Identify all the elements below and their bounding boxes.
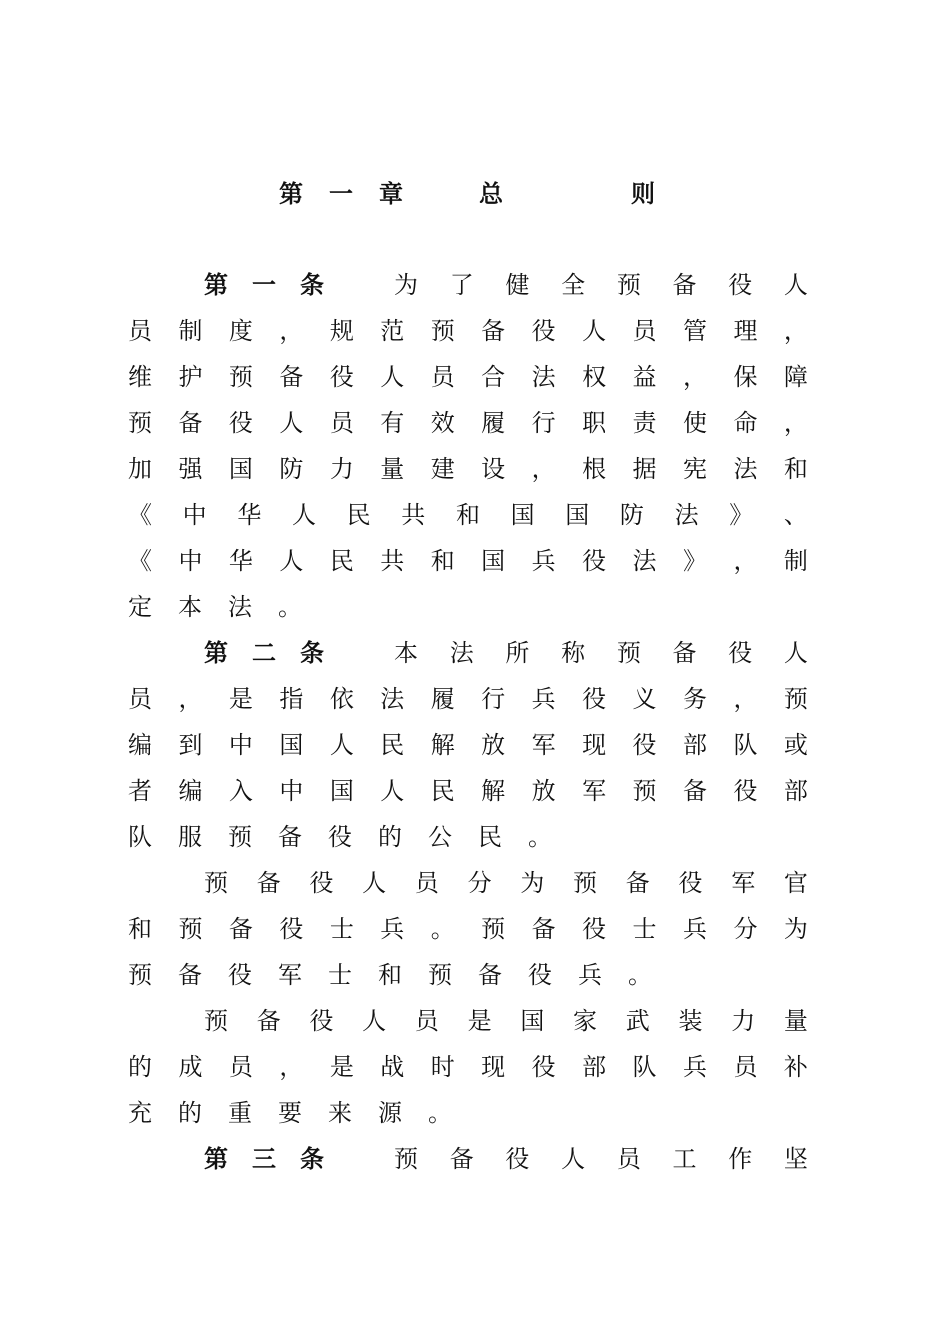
text-char: 现 (582, 731, 607, 759)
text-char: 预 (178, 915, 203, 943)
text-char: 行 (481, 685, 506, 713)
text-char: 中 (228, 731, 253, 759)
text-char: 行 (531, 409, 556, 437)
text-char: 编 (178, 777, 203, 805)
text-char: 预 (204, 1007, 228, 1035)
text-char: 现 (481, 1053, 506, 1081)
text-char: 员 (228, 1053, 253, 1081)
text-char: 根 (582, 455, 607, 483)
text-char: 管 (682, 317, 707, 345)
text-char: 军 (582, 777, 607, 805)
text-char: 中 (182, 501, 207, 529)
text-char: 保 (733, 363, 758, 391)
text-char: 备 (256, 1007, 281, 1035)
text-char: 加 (128, 455, 152, 483)
text-char: 全 (561, 271, 586, 299)
text-char: 部 (783, 777, 808, 805)
text-char: 权 (582, 363, 607, 391)
text-char: 、 (783, 501, 808, 529)
text-char: 兵 (682, 915, 707, 943)
text-char: 合 (481, 363, 506, 391)
text-char: 到 (178, 731, 203, 759)
text-line (128, 722, 808, 768)
text-char: 预 (394, 1145, 418, 1173)
text-char: 华 (237, 501, 262, 529)
text-char: 量 (783, 1007, 808, 1035)
text-char: 役 (582, 547, 607, 575)
text-char: 预 (430, 317, 455, 345)
text-char: 兵 (531, 547, 556, 575)
text-char: 宪 (682, 455, 707, 483)
text-char: 备 (279, 363, 304, 391)
text-char: 役 (582, 685, 607, 713)
text-char: 所 (505, 639, 530, 667)
text-char: 军 (731, 869, 756, 897)
text-char: 称 (561, 639, 586, 667)
text-char: 。 (430, 915, 455, 943)
text-char: 役 (228, 409, 253, 437)
text-char: 员 (430, 363, 455, 391)
line-text (128, 492, 808, 538)
line-text: 队服预备役的公民。 (128, 823, 578, 851)
chapter-char: 章 (379, 180, 403, 208)
line-text: 定本法。 (128, 593, 328, 621)
article-line (128, 630, 808, 676)
text-char: 役 (531, 1053, 556, 1081)
text-char: 或 (783, 731, 808, 759)
text-char: 解 (430, 731, 455, 759)
text-char: 员 (616, 1145, 641, 1173)
text-char: 役 (531, 317, 556, 345)
text-char: 义 (632, 685, 657, 713)
text-char: ， (531, 455, 556, 483)
text-char: ， (178, 685, 203, 713)
text-line (128, 538, 808, 584)
text-char: 预 (573, 869, 598, 897)
text-line (128, 1090, 808, 1136)
line-text (204, 998, 808, 1044)
text-char: 》 (729, 501, 754, 529)
text-char: 预 (204, 869, 228, 897)
line-text: 充的重要来源。 (128, 1099, 478, 1127)
text-char: 国 (520, 1007, 545, 1035)
text-char: 役 (733, 777, 758, 805)
text-char: 障 (783, 363, 808, 391)
text-char: 成 (178, 1053, 203, 1081)
line-text (204, 860, 808, 906)
text-char: 装 (678, 1007, 703, 1035)
text-char: 备 (256, 869, 281, 897)
text-char: 家 (573, 1007, 598, 1035)
text-char: 人 (279, 547, 304, 575)
text-line (128, 952, 808, 998)
text-line (128, 492, 808, 538)
text-char: 人 (279, 409, 304, 437)
line-text (394, 630, 808, 676)
text-char: 人 (362, 869, 387, 897)
text-char: 放 (481, 731, 506, 759)
text-char: 为 (520, 869, 545, 897)
text-char: 备 (625, 869, 650, 897)
line-text (128, 446, 808, 492)
text-char: 制 (178, 317, 203, 345)
text-char: 预 (783, 685, 808, 713)
text-char: 役 (329, 363, 354, 391)
text-char: 人 (783, 271, 808, 299)
text-char: 设 (481, 455, 506, 483)
line-text (128, 354, 808, 400)
text-char: 为 (394, 271, 418, 299)
text-char: 队 (733, 731, 758, 759)
text-char: 建 (430, 455, 455, 483)
line-text: 预备役军士和预备役兵。 (128, 961, 678, 989)
text-char: 制 (783, 547, 808, 575)
text-char: 范 (380, 317, 405, 345)
text-line (128, 998, 808, 1044)
text-char: 健 (505, 271, 530, 299)
text-char: 和 (128, 915, 152, 943)
text-char: 中 (178, 547, 203, 575)
text-char: 为 (783, 915, 808, 943)
text-char: 民 (346, 501, 371, 529)
text-char: 队 (632, 1053, 657, 1081)
line-text (128, 722, 808, 768)
text-char: 力 (329, 455, 354, 483)
text-char: 人 (329, 731, 354, 759)
text-char: 分 (733, 915, 758, 943)
text-char: 备 (672, 639, 697, 667)
text-char: 据 (632, 455, 657, 483)
text-char: 预 (616, 639, 641, 667)
line-text (128, 538, 808, 584)
text-char: 华 (228, 547, 253, 575)
text-char: 法 (733, 455, 758, 483)
text-line (128, 860, 808, 906)
text-char: 使 (682, 409, 707, 437)
text-char: 法 (380, 685, 405, 713)
text-char: 分 (467, 869, 492, 897)
text-char: 兵 (682, 1053, 707, 1081)
text-char: 共 (401, 501, 426, 529)
text-char: 是 (467, 1007, 492, 1035)
text-char: 员 (128, 685, 152, 713)
text-char: 备 (682, 777, 707, 805)
text-char: 员 (329, 409, 354, 437)
text-char: 兵 (380, 915, 405, 943)
text-char: 武 (625, 1007, 650, 1035)
text-char: 度 (228, 317, 253, 345)
text-char: 兵 (531, 685, 556, 713)
text-char: ， (733, 547, 758, 575)
text-char: 了 (449, 271, 474, 299)
text-char: 役 (728, 271, 753, 299)
line-text (128, 400, 808, 446)
article-heading: 第一条 (204, 271, 348, 299)
text-char: 预 (481, 915, 506, 943)
text-char: 补 (783, 1053, 808, 1081)
text-char: 员 (632, 317, 657, 345)
text-line (128, 354, 808, 400)
text-char: 工 (672, 1145, 697, 1173)
text-char: 备 (449, 1145, 474, 1173)
text-line (128, 906, 808, 952)
text-char: 部 (682, 731, 707, 759)
text-char: 坚 (783, 1145, 808, 1173)
text-char: 员 (414, 1007, 439, 1035)
text-char: 共 (380, 547, 405, 575)
line-text (394, 1136, 808, 1182)
text-char: 民 (380, 731, 405, 759)
text-char: 役 (728, 639, 753, 667)
text-char: 指 (279, 685, 304, 713)
text-char: 的 (128, 1053, 152, 1081)
text-char: 部 (582, 1053, 607, 1081)
text-char: 预 (228, 363, 253, 391)
text-char: 役 (309, 1007, 334, 1035)
text-char: 国 (481, 547, 506, 575)
line-text (394, 262, 808, 308)
line-text (128, 1044, 808, 1090)
text-char: 国 (329, 777, 354, 805)
text-char: 是 (329, 1053, 354, 1081)
text-char: 役 (678, 869, 703, 897)
text-char: 效 (430, 409, 455, 437)
text-char: 国 (510, 501, 535, 529)
text-char: 备 (228, 915, 253, 943)
text-char: 履 (481, 409, 506, 437)
text-char: 维 (128, 363, 152, 391)
text-char: 民 (329, 547, 354, 575)
text-char: 防 (619, 501, 644, 529)
line-text (128, 308, 808, 354)
text-char: 益 (632, 363, 657, 391)
text-char: 员 (733, 1053, 758, 1081)
text-char: 》 (682, 547, 707, 575)
text-char: 人 (561, 1145, 586, 1173)
text-char: 役 (279, 915, 304, 943)
text-char: 和 (430, 547, 455, 575)
text-line (128, 1044, 808, 1090)
text-char: 有 (380, 409, 405, 437)
text-char: 法 (531, 363, 556, 391)
text-char: 预 (616, 271, 641, 299)
text-char: 务 (682, 685, 707, 713)
text-char: 备 (481, 317, 506, 345)
text-char: ， (733, 685, 758, 713)
line-text (128, 768, 808, 814)
text-char: 人 (380, 363, 405, 391)
text-char: 命 (733, 409, 758, 437)
text-char: 人 (362, 1007, 387, 1035)
article-line (128, 1136, 808, 1182)
text-line (128, 400, 808, 446)
text-char: 备 (178, 409, 203, 437)
text-char: 人 (582, 317, 607, 345)
text-char: ， (279, 317, 304, 345)
text-char: 战 (380, 1053, 405, 1081)
chapter-char: 一 (329, 180, 353, 208)
text-line (128, 814, 808, 860)
body-text (128, 262, 808, 1182)
text-char: 者 (128, 777, 152, 805)
text-char: 民 (430, 777, 455, 805)
text-char: 解 (481, 777, 506, 805)
text-line (128, 676, 808, 722)
text-char: 员 (414, 869, 439, 897)
text-char: 职 (582, 409, 607, 437)
line-text (128, 676, 808, 722)
text-char: 备 (672, 271, 697, 299)
article-heading: 第二条 (204, 639, 348, 667)
text-char: 入 (228, 777, 253, 805)
text-char: 国 (279, 731, 304, 759)
text-char: 作 (728, 1145, 753, 1173)
text-char: 放 (531, 777, 556, 805)
text-char: ， (279, 1053, 304, 1081)
text-char: 编 (128, 731, 152, 759)
text-char: 役 (632, 731, 657, 759)
text-char: ， (783, 409, 808, 437)
article-heading: 第三条 (204, 1145, 348, 1173)
text-line (128, 768, 808, 814)
text-char: 军 (531, 731, 556, 759)
text-char: 本 (394, 639, 418, 667)
text-char: 《 (128, 501, 152, 529)
text-char: 护 (178, 363, 203, 391)
article-line (128, 262, 808, 308)
text-char: 役 (582, 915, 607, 943)
text-char: 强 (178, 455, 203, 483)
text-char: 役 (505, 1145, 530, 1173)
text-char: 时 (430, 1053, 455, 1081)
text-char: 力 (731, 1007, 756, 1035)
text-char: 责 (632, 409, 657, 437)
text-char: 人 (783, 639, 808, 667)
text-char: 中 (279, 777, 304, 805)
text-char: 士 (632, 915, 657, 943)
text-char: 和 (455, 501, 480, 529)
text-char: 法 (449, 639, 474, 667)
text-char: 履 (430, 685, 455, 713)
text-char: 员 (128, 317, 152, 345)
text-char: 法 (674, 501, 699, 529)
text-char: 量 (380, 455, 405, 483)
chapter-char: 第 (279, 180, 303, 208)
text-line (128, 446, 808, 492)
text-char: 官 (783, 869, 808, 897)
text-char: 理 (733, 317, 758, 345)
text-char: 国 (228, 455, 253, 483)
text-char: 国 (565, 501, 590, 529)
text-char: 法 (632, 547, 657, 575)
text-char: ， (783, 317, 808, 345)
text-char: 依 (329, 685, 354, 713)
line-text (128, 906, 808, 952)
text-char: 《 (128, 547, 152, 575)
text-char: 人 (380, 777, 405, 805)
chapter-title (0, 174, 950, 214)
text-line (128, 308, 808, 354)
text-char: ， (682, 363, 707, 391)
text-char: 预 (632, 777, 657, 805)
text-char: 备 (531, 915, 556, 943)
chapter-title-char: 总 (479, 180, 503, 208)
text-char: 士 (329, 915, 354, 943)
text-char: 役 (309, 869, 334, 897)
text-char: 预 (128, 409, 152, 437)
text-char: 人 (291, 501, 316, 529)
text-line (128, 584, 808, 630)
chapter-title-char: 则 (631, 180, 655, 208)
text-char: 防 (279, 455, 304, 483)
text-char: 和 (783, 455, 808, 483)
text-char: 规 (329, 317, 354, 345)
text-char: 是 (228, 685, 253, 713)
